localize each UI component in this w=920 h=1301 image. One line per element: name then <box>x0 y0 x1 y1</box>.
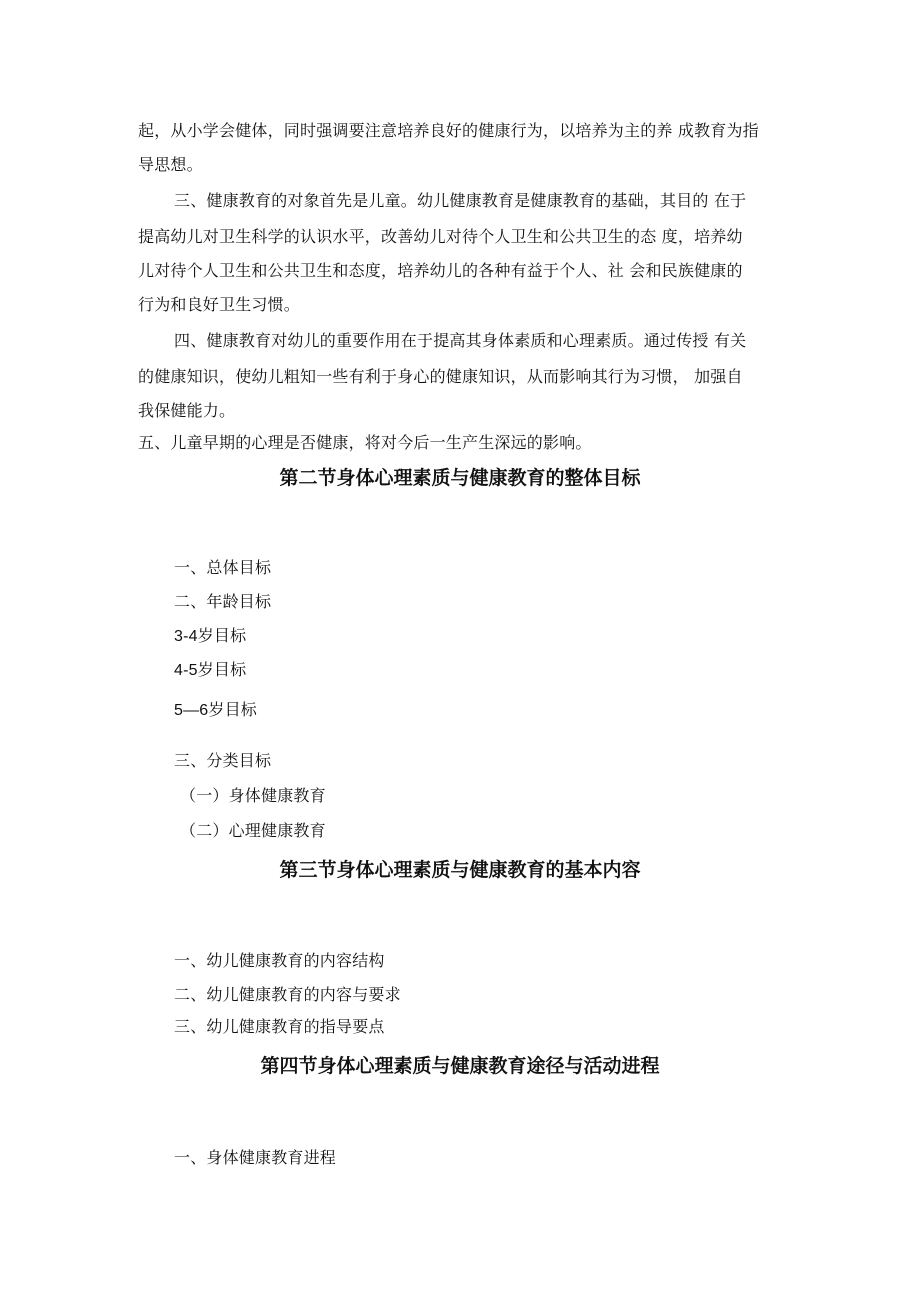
list-item: 三、分类目标 <box>174 751 272 770</box>
section-heading: 第四节身体心理素质与健康教育途径与活动进程 <box>260 1055 660 1077</box>
paragraph-line: 行为和良好卫生习惯。 <box>138 295 301 314</box>
list-item: 3-4岁目标 <box>174 628 247 645</box>
paragraph-line: 儿对待个人卫生和公共卫生和态度，培养幼儿的各种有益于个人、社 会和民族健康的 <box>138 261 743 280</box>
list-item: 一、身体健康教育进程 <box>174 1148 337 1167</box>
list-item: 一、总体目标 <box>174 558 272 577</box>
list-item: 二、年龄目标 <box>174 592 272 611</box>
paragraph-line: 起，从小学会健体，同时强调要注意培养良好的健康行为，以培养为主的养 成教育为指 <box>138 121 759 140</box>
section-heading: 第二节身体心理素质与健康教育的整体目标 <box>279 467 641 489</box>
list-item: 三、幼儿健康教育的指导要点 <box>174 1017 385 1036</box>
section-heading: 第三节身体心理素质与健康教育的基本内容 <box>279 859 641 881</box>
list-item: 一、幼儿健康教育的内容结构 <box>174 951 385 970</box>
list-item: （一）身体健康教育 <box>180 786 326 805</box>
list-item: 二、幼儿健康教育的内容与要求 <box>174 985 401 1004</box>
paragraph-line: 三、健康教育的对象首先是儿童。幼儿健康教育是健康教育的基础，其目的 在于 <box>174 191 747 210</box>
paragraph-line: 导思想。 <box>138 155 203 174</box>
paragraph-line: 提高幼儿对卫生科学的认识水平，改善幼儿对待个人卫生和公共卫生的态 度，培养幼 <box>138 227 743 246</box>
paragraph-line: 四、健康教育对幼儿的重要作用在于提高其身体素质和心理素质。通过传授 有关 <box>174 331 747 350</box>
paragraph-line: 五、儿童早期的心理是否健康，将对今后一生产生深远的影响。 <box>138 433 592 452</box>
list-item: 4-5岁目标 <box>174 662 247 679</box>
list-item: （二）心理健康教育 <box>180 821 326 840</box>
list-item: 5—6岁目标 <box>174 702 257 719</box>
paragraph-line: 的健康知识，使幼儿粗知一些有利于身心的健康知识，从而影响其行为习惯， 加强自 <box>138 367 743 386</box>
paragraph-line: 我保健能力。 <box>138 401 236 420</box>
